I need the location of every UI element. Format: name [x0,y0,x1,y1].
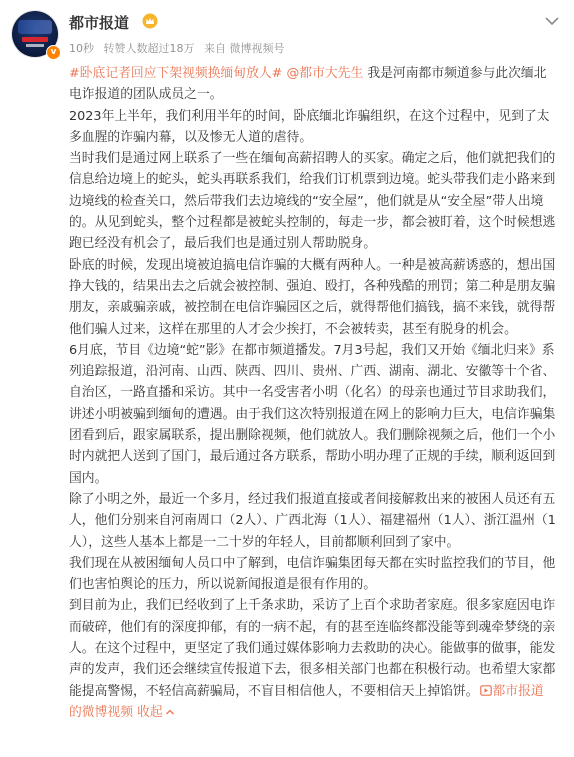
paragraph-6: 除了小明之外，最近一个多月，经过我们报道直接或者间接解救出来的被困人员还有五人，他们分别来自河南周口（2人）、广西北海（1人）、福建福州（1人）、浙江温州（1人），这些人基本上都是一二十岁的年轻人，目前都顺利回到了家中。 [69,491,556,550]
post-likes-info: 转赞人数超过18万 [103,42,195,55]
paragraph-4: 卧底的时候，发现出境被迫搞电信诈骗的大概有两种人。一种是被高薪诱惑的，想出国挣大钱的，结果出去之后就会被控制、强迫、殴打，各种残酷的刑罚；第二种是朋友骗朋友，亲戚骗亲戚，被控制在电信诈骗园区之后，就得帮他们搞钱，搞不来钱，就得帮他们骗人过来，这样在那里的人才会少挨打，不会被转卖，甚至有脱身的机会。 [69,257,556,337]
account-name[interactable]: 都市报道 [69,14,130,32]
avatar-logo-line [26,44,44,47]
paragraph-3: 当时我们是通过网上联系了一些在缅甸高薪招聘人的买家。确定之后，他们就把我们的信息给边境上的蛇头，蛇头再联系我们，给我们订机票到边境。蛇头带我们走小路来到边境线的检查关口，然后带我们去边境线的“安全屋”，他们就是从“安全屋”带人出境的。从见到蛇头，整个过程都是被蛇头控制的，每走一步，都会被盯着，这个时候想逃跑已经没有机会了，最后我们也是通过别人帮助脱身。 [69,151,556,252]
collapse-link[interactable]: 收起 [137,704,163,720]
chevron-down-icon[interactable] [544,16,560,26]
paragraph-intro [69,63,556,106]
video-link-label: 都市报道的微博视频 [69,683,544,720]
paragraph-8 [69,595,556,723]
post-source: 来自 微博视频号 [204,42,285,55]
intro-text: 我是河南都市频道参与此次缅北电诈报道的团队成员之一。 [69,66,547,103]
topic-link[interactable]: #卧底记者回应下架视频换缅甸放人# [69,66,283,81]
video-icon [480,685,492,696]
post-meta [69,40,291,56]
paragraph-8-text: 到目前为止，我们已经收到了上千条求助，采访了上百个求助者家庭。很多家庭因电诈而破碎，他们有的深度抑郁，有的一病不起，有的甚至连临终都没能等到魂牵梦绕的亲人。在这个过程中，更坚定了我们通过媒体影响力去救助的决心。能做事的做事，能发声的发声，我们还会继续宣传报道下去，很多相关部门也都在积极行动。也希望大家都能提高警惕，不轻信高薪骗局，不盲目相信他人，不要相信天上掉馅饼。 [69,598,556,699]
post-content [69,63,556,723]
paragraph-5: 6月底，节目《边境“蛇”影》在都市频道播发。7月3号起，我们又开始《缅北归来》系列追踪报道，沿河南、山西、陕西、四川、贵州、广西、湖南、湖北、安徽等十个省、自治区，一路直播和采访。其中一名受害者小明（化名）的母亲也通过节目求助我们，讲述小明被骗到缅甸的遭遇。由于我们这次特别报道在网上的影响力巨大，电信诈骗集团看到后，跟家属联系，提出删除视频，他们就放人。我们删除视频之后，他们一个小时内就把人送到了国门，最后通过各方联系，帮助小明办理了正规的手续，顺利返回到国内。 [69,342,556,486]
post-time[interactable]: 10秒 [69,42,94,55]
collapse-arrow-icon[interactable] [165,708,175,716]
avatar-logo-bar [22,37,48,42]
post-header [0,0,574,64]
member-crown-icon [142,13,158,29]
paragraph-7: 我们现在从被困缅甸人员口中了解到，电信诈骗集团每天都在实时监控我们的节目，他们也害怕舆论的压力，所以说新闻报道是很有作用的。 [69,555,556,593]
verified-icon: v [46,45,61,60]
avatar-logo-top [18,20,52,34]
paragraph-2: 2023年上半年，我们利用半年的时间，卧底缅北诈骗组织，在这个过程中，见到了太多血腥的诈骗内幕，以及惨无人道的虐待。 [69,108,550,145]
mention-link[interactable]: @都市大先生 [286,66,364,81]
